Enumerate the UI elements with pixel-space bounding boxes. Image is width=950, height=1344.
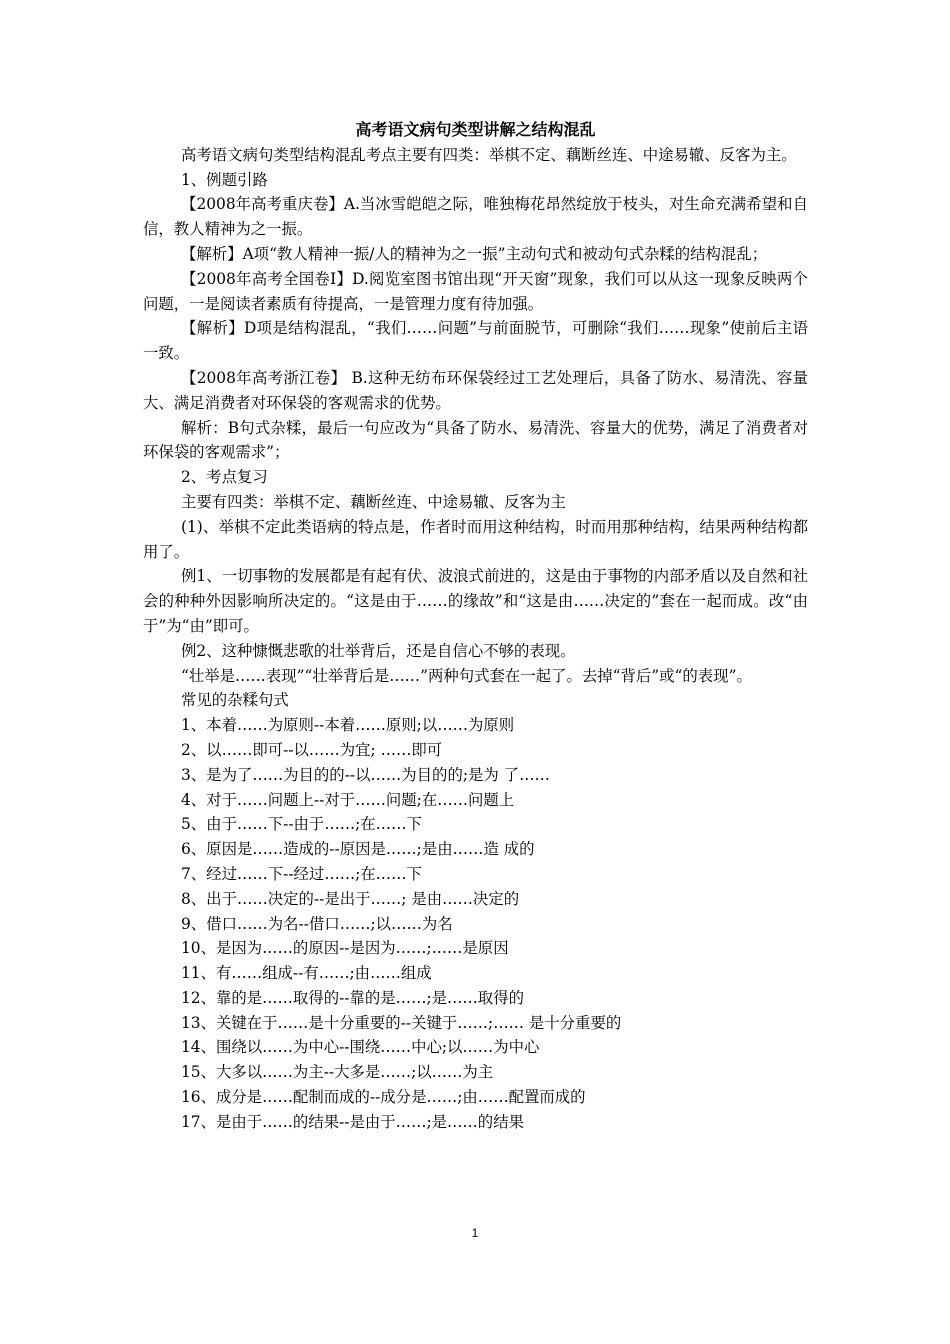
list-item: 7、经过……下--经过……;在……下 [181,864,422,883]
list-item: 3、是为了……为目的的--以……为目的的;是为 了…… [181,765,550,784]
paragraph-example-chongqing: 【2008年高考重庆卷】A.当冰雪皑皑之际，唯独梅花昂然绽放于枝头，对生命充满希望和自信，教人精神为之一振。 [143,195,808,239]
list-item: 4、对于……问题上--对于……问题;在……问题上 [181,790,515,809]
list-item: 10、是因为……的原因--是因为……;……是原因 [181,939,509,958]
paragraph-example-national: 【2008年高考全国卷Ⅰ】D.阅览室图书馆出现“开天窗”现象，我们可以从这一现象反映两个问题，一是阅读者素质有待提高，一是管理力度有待加强。 [143,269,808,313]
paragraph-example-2-analysis: “壮举是……表现”“壮举背后是……”两种句式套在一起了。去掉“背后”或“的表现”。 [181,666,752,685]
list-item: 11、有……组成--有……;由……组成 [181,964,432,983]
list-item: 9、借口……为名--借口……;以……为名 [181,914,453,933]
list-item: 15、大多以……为主--大多是……;以……为主 [181,1063,494,1082]
paragraph-example-1: 例1、一切事物的发展都是有起有伏、波浪式前进的，这是由于事物的内部矛盾以及自然和社会的种种外因影响所决定的。“这是由于……的缘故”和“这是由……决定的”套在一起而成。改“由于”为“由”即可。 [143,567,808,635]
document-title: 高考语文病句类型讲解之结构混乱 [355,120,596,139]
paragraph-analysis-d: 【解析】D项是结构混乱，“我们……问题”与前面脱节，可删除“我们……现象”使前后主语一致。 [143,319,808,363]
page-number: 1 [471,1226,479,1240]
paragraph-analysis-a: 【解析】A项“教人精神一振/人的精神为之一振”主动句式和被动句式杂糅的结构混乱； [181,244,768,263]
list-item: 12、靠的是……取得的--靠的是……;是……取得的 [181,988,524,1007]
paragraph-example-2: 例2、这种慷慨悲歌的壮举背后，还是自信心不够的表现。 [181,641,576,660]
list-item: 2、以……即可--以……为宜; ……即可 [181,740,443,759]
paragraph-four-types: 主要有四类：举棋不定、藕断丝连、中途易辙、反客为主 [181,492,566,511]
list-item: 1、本着……为原则--本着……原则;以……为原则 [181,716,515,735]
section-heading-examples: 1、例题引路 [181,170,268,189]
document-page [143,118,808,1135]
list-item: 17、是由于……的结果--是由于……;是……的结果 [181,1112,524,1131]
paragraph-analysis-b: 解析：B句式杂糅，最后一句应改为“具备了防水、易清洗、容量大的优势，满足了消费者对环保袋的客观需求”； [143,418,808,462]
list-item: 13、关键在于……是十分重要的--关键于……;…… 是十分重要的 [181,1013,622,1032]
paragraph-type-1: (1)、举棋不定此类语病的特点是，作者时而用这种结构，时而用那种结构，结果两种结构都用了。 [143,517,808,561]
list-item: 16、成分是……配制而成的--成分是……;由……配置而成的 [181,1088,586,1107]
list-item: 5、由于……下--由于……;在……下 [181,815,422,834]
list-item: 14、围绕以……为中心--围绕……中心;以……为中心 [181,1038,540,1057]
paragraph-example-zhejiang: 【2008年高考浙江卷】 B.这种无纺布环保袋经过工艺处理后，具备了防水、易清洗、容量大、满足消费者对环保袋的客观需求的优势。 [143,368,808,412]
list-item: 6、原因是……造成的--原因是……;是由……造 成的 [181,840,535,859]
paragraph-intro: 高考语文病句类型结构混乱考点主要有四类：举棋不定、藕断丝连、中途易辙、反客为主。 [181,145,797,164]
section-heading-common-patterns: 常见的杂糅句式 [181,691,289,710]
document-body [143,143,808,713]
section-heading-review: 2、考点复习 [181,468,268,487]
list-item: 8、出于……决定的--是出于……; 是由……决定的 [181,889,520,908]
pattern-list [143,713,808,1135]
